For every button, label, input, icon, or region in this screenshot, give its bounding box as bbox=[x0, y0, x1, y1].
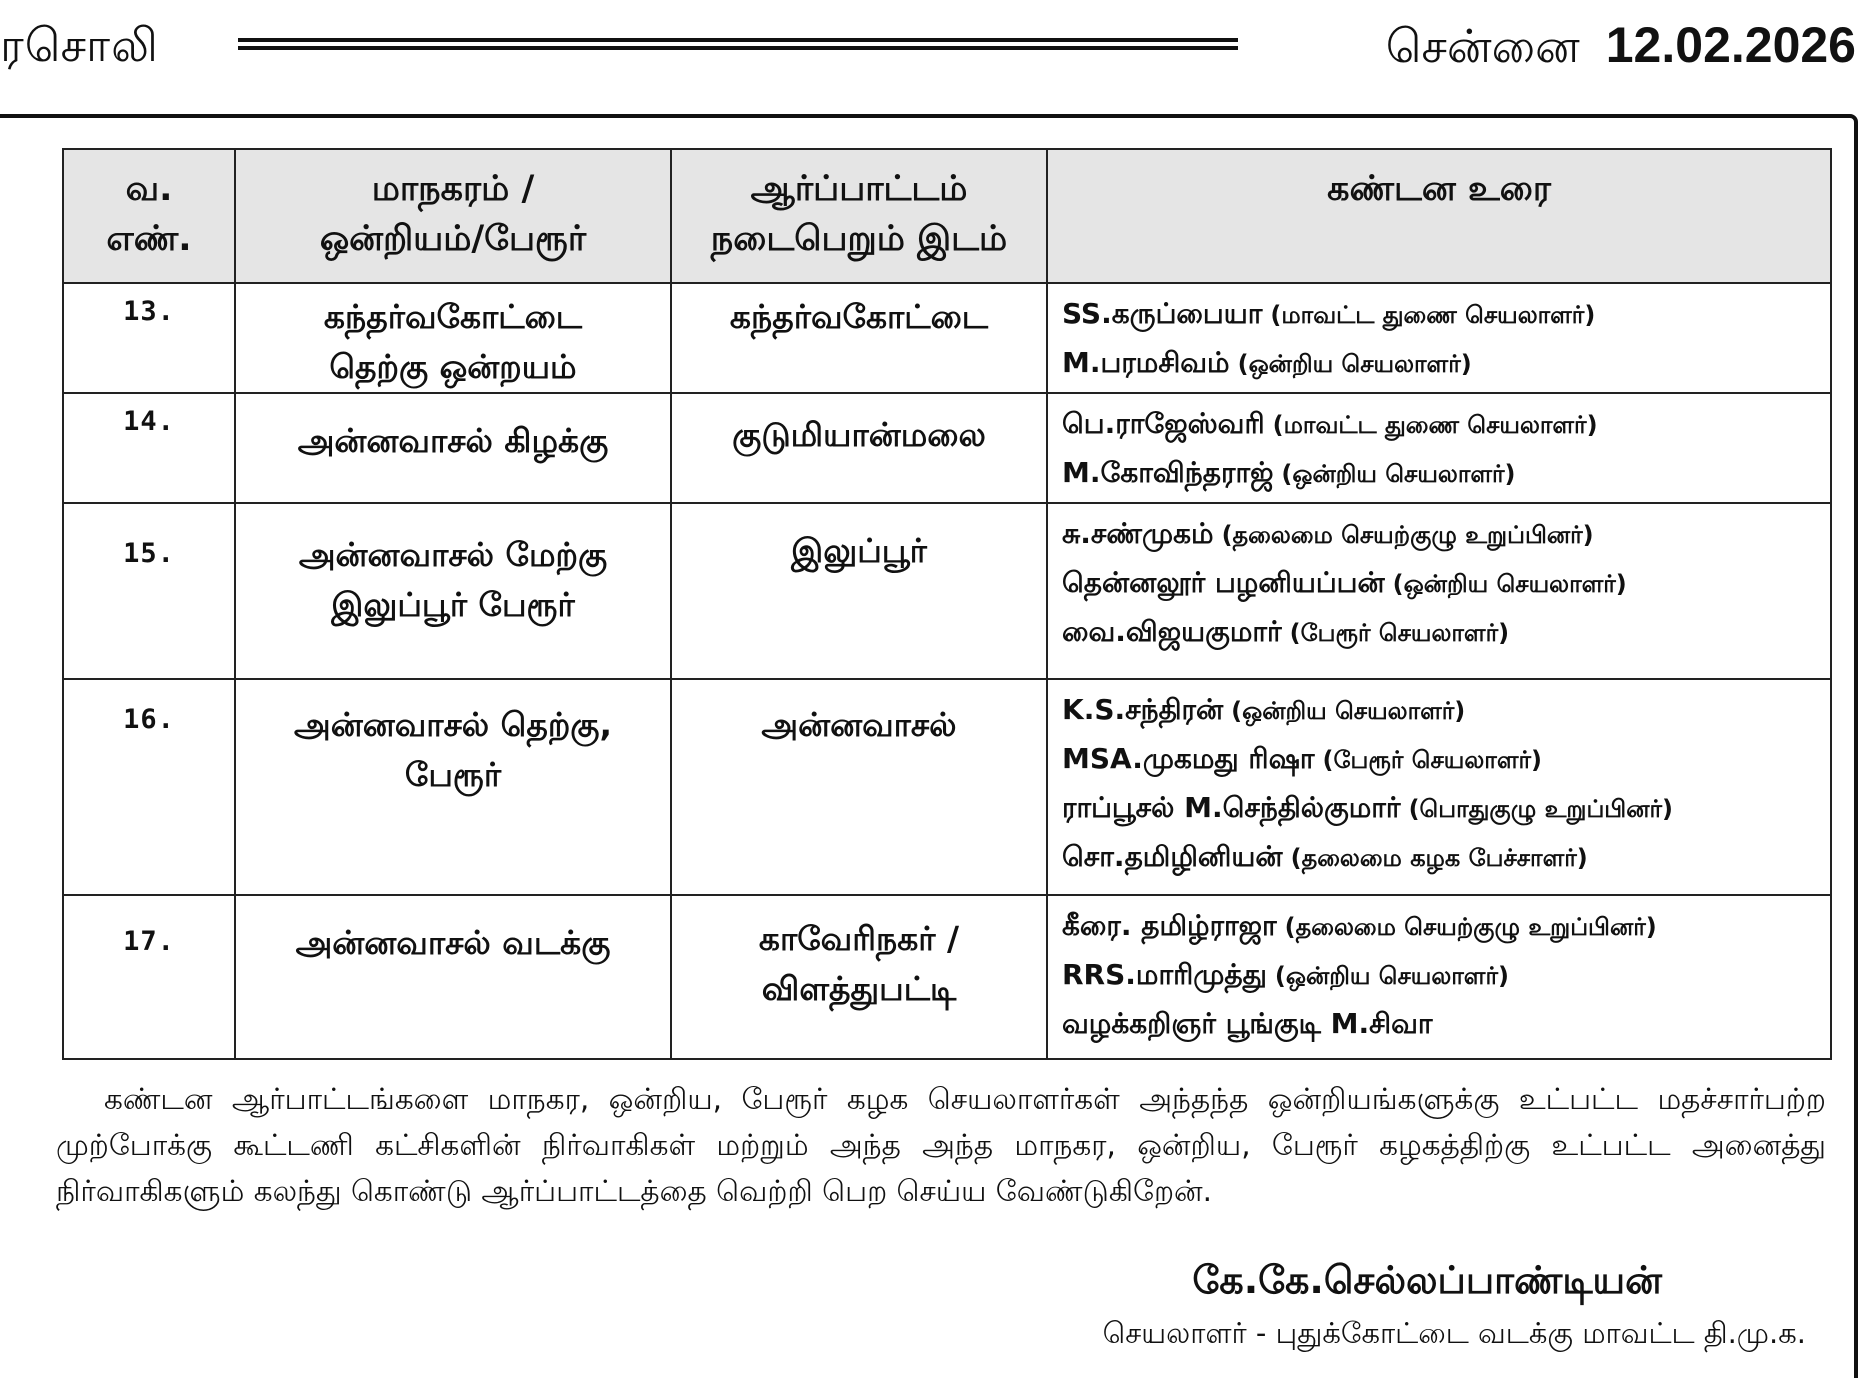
speaker-entry: கீரை. தமிழ்ராஜா (தலைமை செயற்குழு உறுப்பினர்) bbox=[1062, 909, 1657, 942]
speaker-entry: தென்னலூர் பழனியப்பன் (ஒன்றிய செயலாளர்) bbox=[1062, 566, 1627, 599]
speaker-entry: MSA.முகமது ரிஷா (பேரூர் செயலாளர்) bbox=[1062, 742, 1542, 775]
row-venue: காவேரிநகர் / விளத்துபட்டி bbox=[671, 895, 1047, 1059]
speaker-entry: வை.விஜயகுமார் (பேரூர் செயலாளர்) bbox=[1062, 615, 1510, 648]
speaker-entry: M.பரமசிவம் (ஒன்றிய செயலாளர்) bbox=[1062, 346, 1472, 379]
dateline-city: சென்னை bbox=[1385, 19, 1580, 73]
table-header-row bbox=[63, 149, 1831, 283]
row-area: அன்னவாசல் வடக்கு bbox=[235, 895, 671, 1059]
row-speakers bbox=[1047, 679, 1831, 895]
dateline-date: 12.02.2026 bbox=[1605, 17, 1856, 73]
signatory-designation: செயலாளர் - புதுக்கோட்டை வடக்கு மாவட்ட தி.மு.க. bbox=[1102, 1316, 1806, 1350]
row-venue: கந்தர்வகோட்டை bbox=[671, 283, 1047, 393]
speaker-entry: பெ.ராஜேஸ்வரி (மாவட்ட துணை செயலாளர்) bbox=[1062, 407, 1598, 440]
header-sno: வ. எண். bbox=[63, 149, 235, 283]
masthead-rule bbox=[238, 38, 1238, 54]
header-speech: கண்டன உரை bbox=[1047, 149, 1831, 283]
row-sno: 16. bbox=[63, 679, 235, 895]
header-area: மாநகரம் / ஒன்றியம்/பேரூர் bbox=[235, 149, 671, 283]
table-row bbox=[63, 679, 1831, 895]
speaker-entry: சொ.தமிழினியன் (தலைமை கழக பேச்சாளர்) bbox=[1062, 840, 1588, 873]
row-venue: அன்னவாசல் bbox=[671, 679, 1047, 895]
speaker-entry: ராப்பூசல் M.செந்தில்குமார் (பொதுகுழு உறுப்பினர்) bbox=[1062, 791, 1673, 824]
row-speakers bbox=[1047, 283, 1831, 393]
row-area: அன்னவாசல் கிழக்கு bbox=[235, 393, 671, 503]
speaker-entry: சு.சண்முகம் (தலைமை செயற்குழு உறுப்பினர்) bbox=[1062, 517, 1594, 550]
row-sno: 14. bbox=[63, 393, 235, 503]
speaker-entry: SS.கருப்பையா (மாவட்ட துணை செயலாளர்) bbox=[1062, 297, 1596, 330]
row-speakers bbox=[1047, 503, 1831, 679]
protest-schedule-table bbox=[62, 148, 1832, 1060]
newspaper-name: ரசொலி bbox=[0, 18, 159, 72]
speaker-entry: K.S.சந்திரன் (ஒன்றிய செயலாளர்) bbox=[1062, 693, 1466, 726]
header-venue: ஆர்ப்பாட்டம் நடைபெறும் இடம் bbox=[671, 149, 1047, 283]
row-sno: 15. bbox=[63, 503, 235, 679]
dateline bbox=[1386, 10, 1856, 81]
speaker-entry: M.கோவிந்தராஜ் (ஒன்றிய செயலாளர்) bbox=[1062, 456, 1516, 489]
table-row bbox=[63, 895, 1831, 1059]
speaker-entry: RRS.மாரிமுத்து (ஒன்றிய செயலாளர்) bbox=[1062, 958, 1509, 991]
signatory-name: கே.கே.செல்லப்பாண்டியன் bbox=[1192, 1258, 1662, 1302]
row-venue: குடுமியான்மலை bbox=[671, 393, 1047, 503]
row-area: அன்னவாசல் மேற்கு இலுப்பூர் பேரூர் bbox=[235, 503, 671, 679]
row-area: கந்தர்வகோட்டை தெற்கு ஒன்றயம் bbox=[235, 283, 671, 393]
appeal-paragraph: கண்டன ஆர்பாட்டங்களை மாநகர, ஒன்றிய, பேரூர் கழக செயலாளர்கள் அந்தந்த ஒன்றியங்களுக்கு உட்பட்ட மதச்சார்பற்ற முற்போக்கு கூட்டணி கட்சிகளின் நிர்வாகிகள் மற்றும் அந்த அந்த மாநகர, ஒன்றிய, பேரூர் கழகத்திற்கு உட்பட்ட அனைத்து நிர்வாகிகளும் கலந்து கொண்டு ஆர்ப்பாட்டத்தை வெற்றி பெற செய்ய வேண்டுகிறேன். bbox=[56, 1082, 1826, 1208]
table-row bbox=[63, 283, 1831, 393]
speaker-entry: வழக்கறிஞர் பூங்குடி M.சிவா bbox=[1062, 1007, 1433, 1040]
row-sno: 13. bbox=[63, 283, 235, 393]
table-row bbox=[63, 393, 1831, 503]
row-area: அன்னவாசல் தெற்கு, பேரூர் bbox=[235, 679, 671, 895]
row-speakers bbox=[1047, 895, 1831, 1059]
table-row bbox=[63, 503, 1831, 679]
row-venue: இலுப்பூர் bbox=[671, 503, 1047, 679]
masthead bbox=[0, 0, 1862, 96]
row-speakers bbox=[1047, 393, 1831, 503]
row-sno: 17. bbox=[63, 895, 235, 1059]
